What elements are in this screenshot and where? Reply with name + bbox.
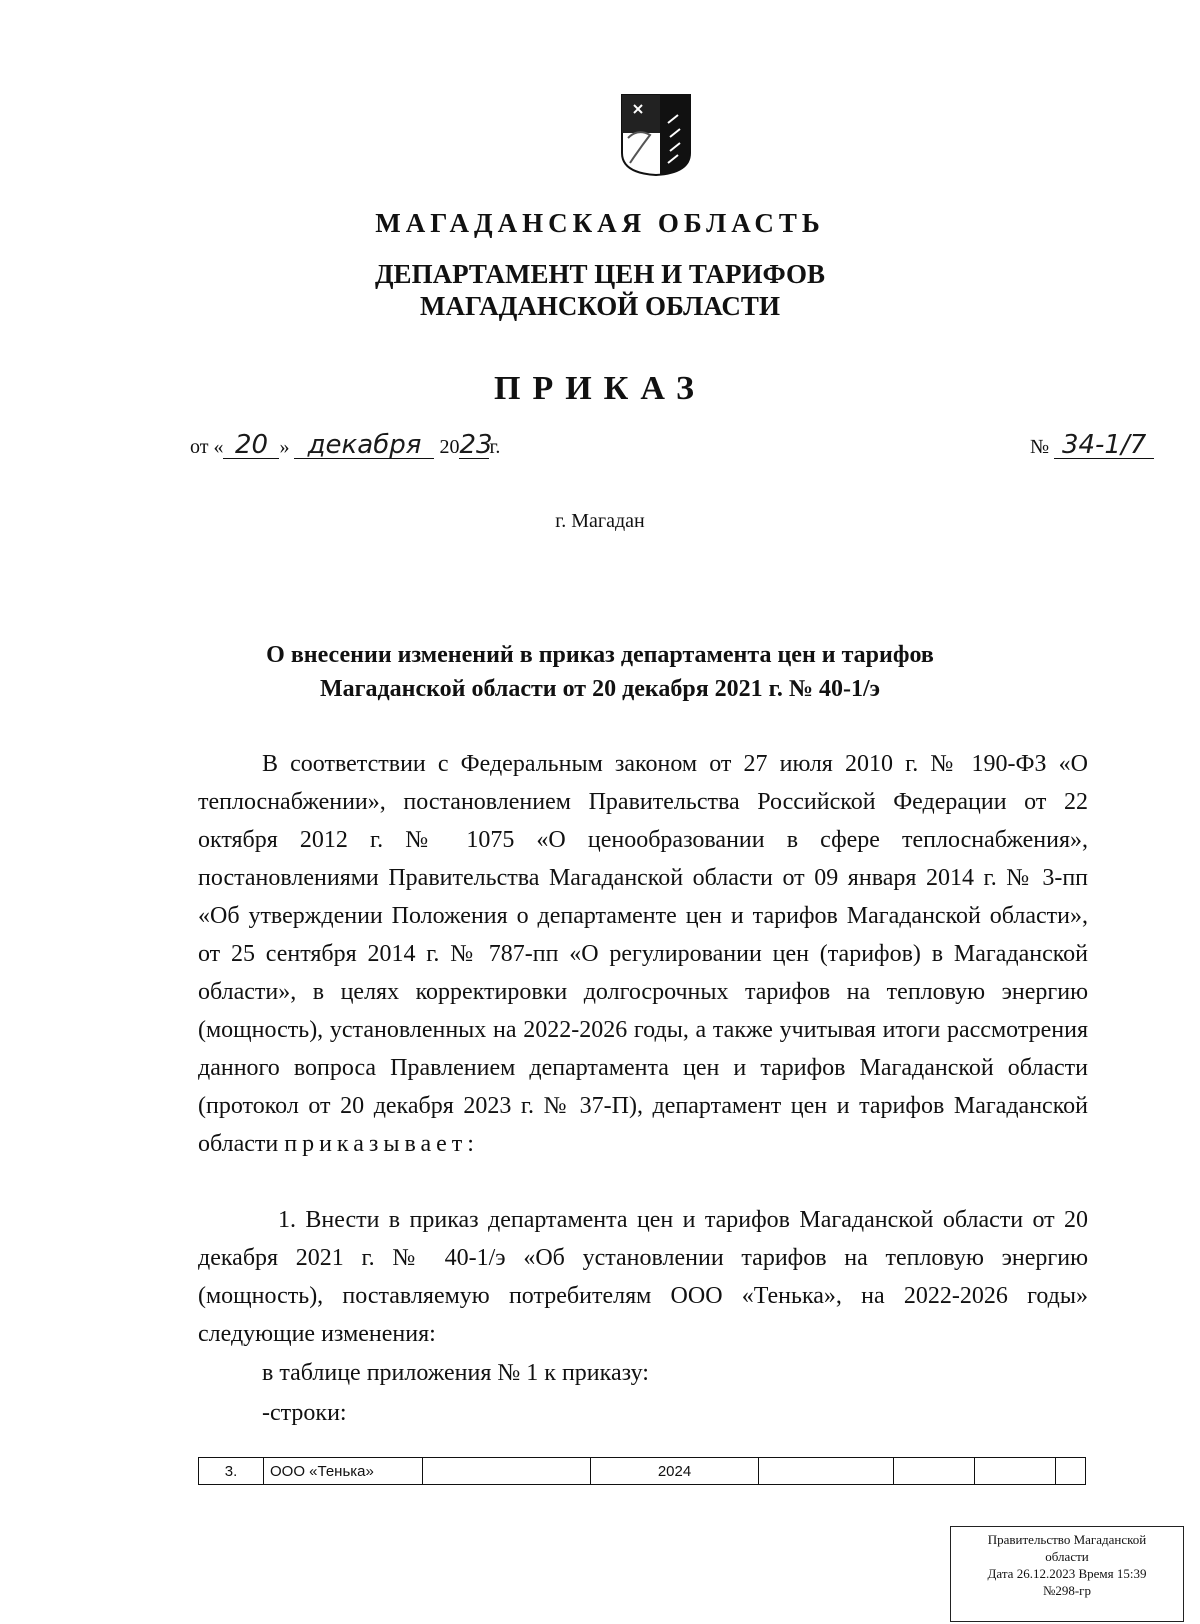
paragraph1-text: В соответствии с Федеральным законом от 27 июля 2010 г. № 190-ФЗ «О теплоснабжении», постановлением Правительства Российской Федерации от 22 октября 2012 г. № 1075 «О ценообразовании в сфере теплоснабжения», постановлениями Правительства Магаданской области от 09 января 2014 г. № 3-пп «Об утверждении Положения о департаменте цен и тарифов Магаданской области», от 25 сентября 2014 г. № 787-пп «О регулировании цен (тарифов) в Магаданской области», в целях корректировки долгосрочных тарифов на тепловую энергию (мощность), установленных на 2022-2026 годы, а также учитывая итоги рассмотрения данного вопроса Правлением департамента цен и тарифов Магаданской области (протокол от 20 декабря 2023 г. № 37-П), департамент цен и тарифов Магаданской области <box>198 751 1088 1157</box>
date-month-handwritten: декабря <box>294 432 434 459</box>
empty-cell <box>894 1458 975 1485</box>
order-subject <box>0 638 1200 706</box>
orders-word: приказывает: <box>284 1131 479 1157</box>
department-heading-line1: ДЕПАРТАМЕНТ ЦЕН И ТАРИФОВ <box>374 259 826 289</box>
magadan-region-coat-of-arms-icon <box>620 93 692 177</box>
number-prefix: № <box>1030 436 1050 458</box>
year-cell: 2024 <box>591 1458 759 1485</box>
region-heading: МАГАДАНСКАЯ ОБЛАСТЬ <box>375 208 825 238</box>
document-type-title: ПРИКАЗ <box>494 370 706 407</box>
stamp-line3: Дата 26.12.2023 Время 15:39 <box>987 1566 1147 1581</box>
body-paragraph-2: 1. Внести в приказ департамента цен и тарифов Магаданской области от 20 декабря 2021 г. № 40-1/э «Об установлении тарифов на тепловую энергию (мощность), поставляемую потребителям ООО «Тенька», на 2022-2026 годы» следующие изменения: <box>198 1207 1088 1347</box>
date-day-handwritten: 20 <box>223 432 279 459</box>
date-year-prefix: 20 <box>439 436 460 458</box>
order-number-line <box>1030 432 1154 459</box>
date-prefix: от « <box>190 436 224 458</box>
table-row <box>199 1458 1086 1485</box>
empty-cell <box>975 1458 1056 1485</box>
order-number-handwritten: 34-1/7 <box>1054 432 1154 459</box>
date-mid: » <box>279 436 290 458</box>
empty-cell <box>423 1458 591 1485</box>
date-year-handwritten: 23 <box>459 430 493 460</box>
body-paragraph-1 <box>198 745 1088 1163</box>
empty-cell <box>759 1458 894 1485</box>
stamp-line1: Правительство Магаданской <box>987 1532 1147 1547</box>
date-suffix: г. <box>489 436 501 458</box>
table-reference-line: в таблице приложения № 1 к приказу: <box>262 1360 649 1386</box>
empty-cell <box>1056 1458 1086 1485</box>
rows-label: -строки: <box>262 1400 347 1426</box>
department-heading-line2: МАГАДАНСКОЙ ОБЛАСТИ <box>420 291 780 321</box>
registration-stamp <box>950 1526 1184 1622</box>
order-date-line <box>190 432 500 459</box>
subject-line1: О внесении изменений в приказ департамента цен и тарифов <box>266 642 934 668</box>
city-label: г. Магадан <box>555 510 645 532</box>
row-number-cell: 3. <box>199 1458 264 1485</box>
tariff-table-row <box>198 1457 1086 1485</box>
stamp-line4: №298-гр <box>1042 1583 1092 1598</box>
stamp-line2: области <box>1045 1549 1089 1564</box>
subject-line2: Магаданской области от 20 декабря 2021 г. № 40-1/э <box>319 676 881 702</box>
organization-cell: ООО «Тенька» <box>264 1458 423 1485</box>
